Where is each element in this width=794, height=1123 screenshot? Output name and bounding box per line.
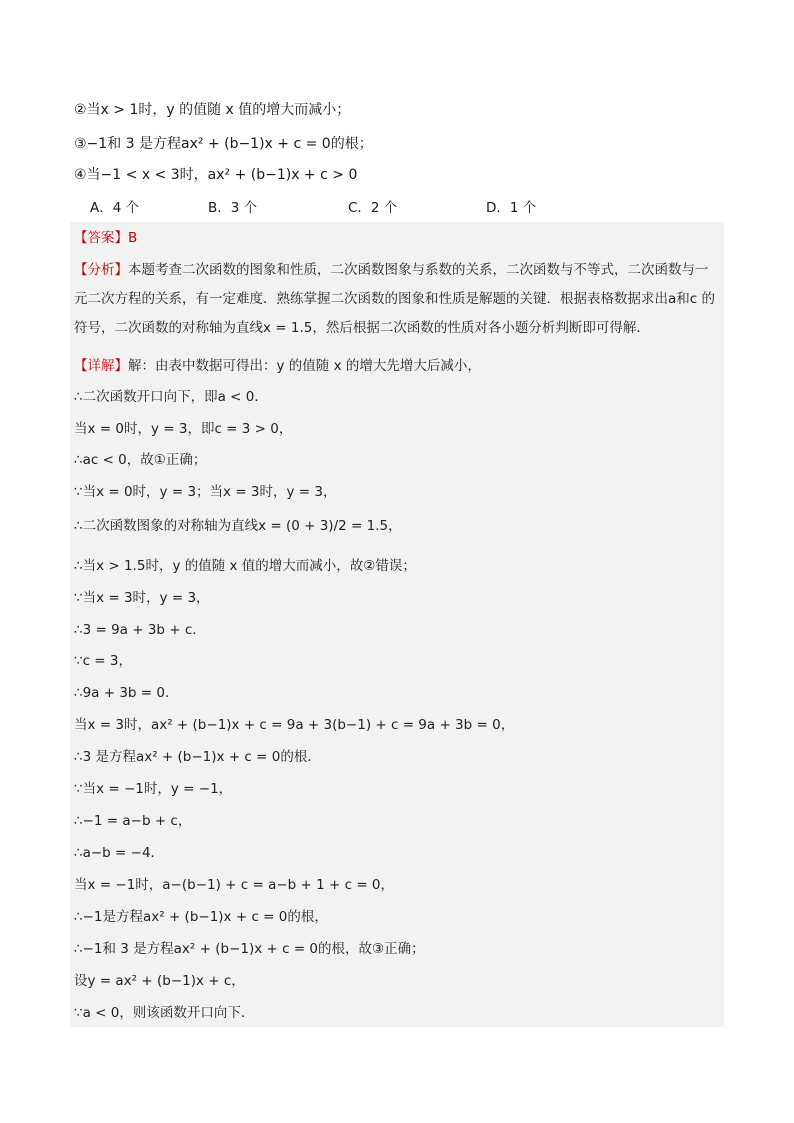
- option-a: A．4 个: [90, 200, 140, 216]
- step-line: 当x = 0时，y = 3，即c = 3 > 0，: [74, 421, 293, 437]
- step-line: ∵当x = 0时，y = 3；当x = 3时，y = 3，: [74, 484, 337, 500]
- step-line: ∵当x = −1时，y = −1，: [74, 781, 233, 797]
- answer-tag: 【答案】: [74, 230, 128, 246]
- answer-value: B: [128, 230, 138, 246]
- detail-tag: 【详解】: [74, 358, 128, 374]
- step-line: ∵当x = 3时，y = 3，: [74, 590, 210, 606]
- step-line: ∴二次函数开口向下，即a < 0．: [74, 389, 268, 405]
- step-line: ∴−1和 3 是方程ax² + (b−1)x + c = 0的根，故③正确；: [74, 941, 425, 957]
- question-item-4: ④当−1 < x < 3时，ax² + (b−1)x + c > 0: [74, 167, 358, 183]
- step-line: 当x = −1时，a−(b−1) + c = a−b + 1 + c = 0，: [74, 877, 395, 893]
- option-d: D．1 个: [486, 200, 537, 216]
- step-line: ∴3 是方程ax² + (b−1)x + c = 0的根．: [74, 749, 321, 765]
- detail-row: [74, 356, 724, 376]
- detail-first-line: 解：由表中数据可得出：y 的值随 x 的增大先增大后减小，: [128, 358, 481, 374]
- answer-row: [74, 228, 724, 248]
- step-line: ∴3 = 9a + 3b + c．: [74, 622, 206, 638]
- analysis-tag: 【分析】: [74, 262, 128, 278]
- step-line: ∴a−b = −4．: [74, 845, 165, 861]
- step-line: 设y = ax² + (b−1)x + c，: [74, 973, 245, 989]
- question-item-3: ③−1和 3 是方程ax² + (b−1)x + c = 0的根；: [74, 136, 373, 152]
- step-line: 当x = 3时，ax² + (b−1)x + c = 9a + 3(b−1) + c = 9a + 3b = 0，: [74, 717, 515, 733]
- question-item-2: ②当x > 1时，y 的值随 x 值的增大而减小；: [74, 102, 351, 118]
- step-line: ∴−1 = a−b + c，: [74, 813, 192, 829]
- step-line: ∴9a + 3b = 0．: [74, 685, 179, 701]
- step-line: ∵a < 0，则该函数开口向下．: [74, 1005, 255, 1021]
- step-line: ∴−1是方程ax² + (b−1)x + c = 0的根，: [74, 909, 328, 925]
- option-c: C．2 个: [348, 200, 398, 216]
- option-b: B．3 个: [208, 200, 258, 216]
- step-line: ∴二次函数图象的对称轴为直线x = (0 + 3)/2 = 1.5，: [74, 518, 402, 534]
- step-line: ∴ac < 0，故①正确；: [74, 452, 207, 468]
- analysis-row: [74, 256, 716, 343]
- analysis-text: 本题考查二次函数的图象和性质，二次函数图象与系数的关系，二次函数与不等式，二次函数与一元二次方程的关系，有一定难度．熟练掌握二次函数的图象和性质是解题的关键．根据表格数据求出a和c 的符号，二次函数的对称轴为直线x = 1.5，然后根据二次函数的性质对各小题分析判断即可得解．: [74, 262, 715, 336]
- step-line: ∴当x > 1.5时，y 的值随 x 值的增大而减小，故②错误；: [74, 558, 416, 574]
- solution-panel: [70, 222, 724, 1027]
- step-line: ∵c = 3，: [74, 653, 132, 669]
